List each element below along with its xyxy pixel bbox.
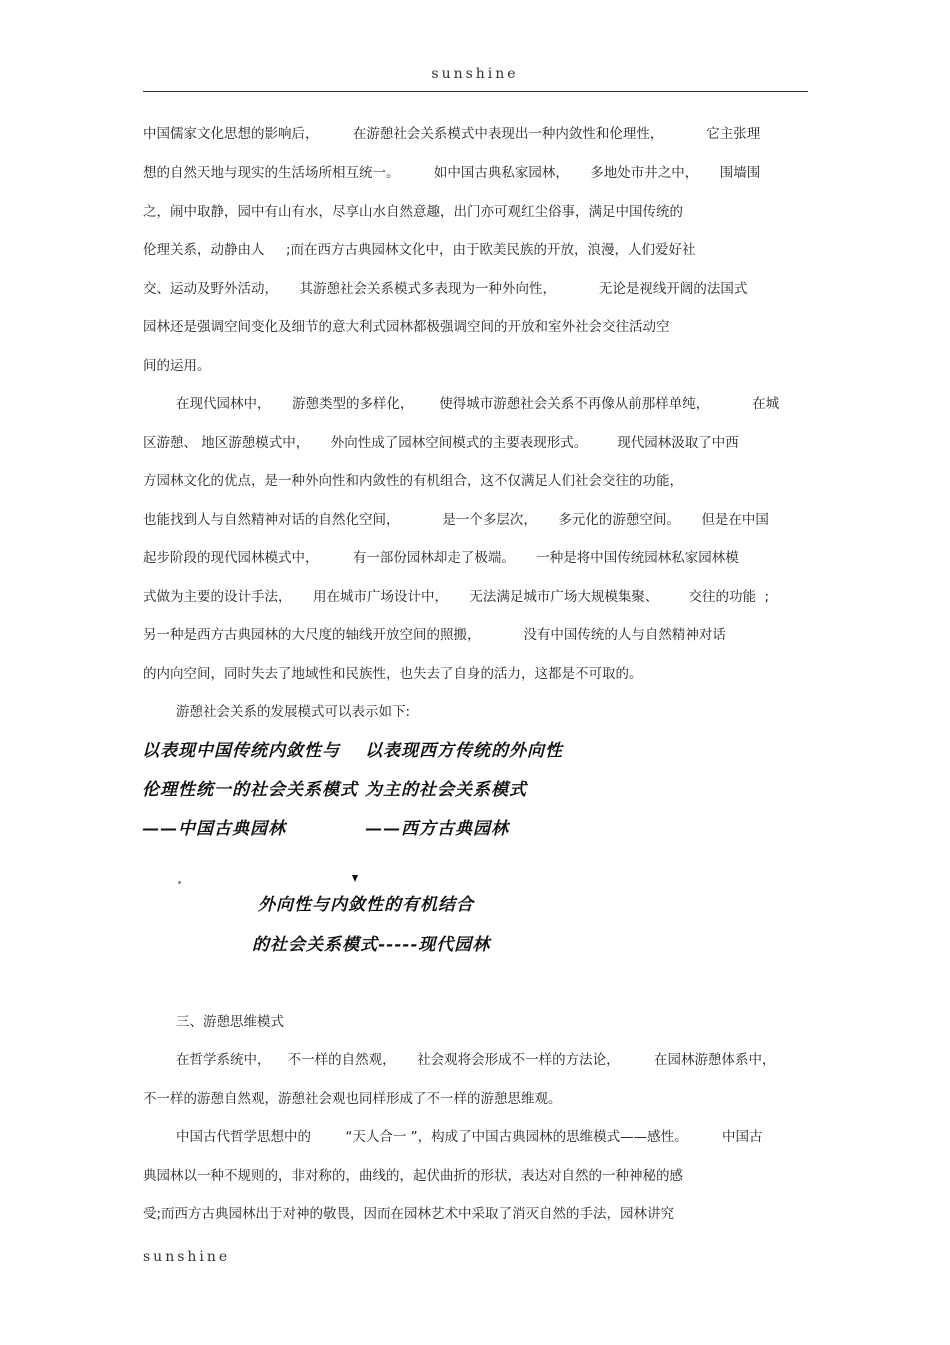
diagram-left-line: 以表现中国传统内敛性与 <box>142 741 340 761</box>
paragraph-line: 方园林文化的优点，是一种外向性和内敛性的有机组合，这不仅满足人们社会交往的功能， <box>143 473 683 489</box>
paragraph-line: 式做为主要的设计手法， 用在城市广场设计中， 无法满足城市广场大规模集聚、 交往的功能 ; <box>143 589 770 605</box>
scan-speck <box>178 881 181 884</box>
section-title: 三、游憩思维模式 <box>176 1014 284 1030</box>
paragraph-line: 中国古代哲学思想中的 “天人合一 ”，构成了中国古典园林的思维模式——感性。 中国古 <box>176 1129 763 1145</box>
diagram-right-line: 为主的社会关系模式 <box>365 780 527 800</box>
paragraph-line: 中国儒家文化思想的影响后， 在游憩社会关系模式中表现出一种内敛性和伦理性， 它主张理 <box>143 126 761 142</box>
paragraph-line: 间的运用。 <box>143 358 211 374</box>
social-relation-diagram <box>140 735 563 965</box>
paragraph-line: 起步阶段的现代园林模式中， 有一部份园林却走了极端。 一种是将中国传统园林私家园林模 <box>143 550 739 566</box>
paragraph-line: 之，闹中取静，园中有山有水，尽享山水自然意趣，出门亦可观红尘俗事，满足中国传统的 <box>143 204 683 220</box>
paragraph-line: 不一样的游憩自然观，游憩社会观也同样形成了不一样的游憩思维观。 <box>143 1091 562 1107</box>
page-footer: sunshine <box>143 1249 231 1265</box>
paragraph-line: 另一种是西方古典园林的大尺度的轴线开放空间的照搬， 没有中国传统的人与自然精神对话 <box>143 627 726 643</box>
paragraph-line: 典园林以一种不规则的，非对称的，曲线的，起伏曲折的形状，表达对自然的一种神秘的感 <box>143 1168 683 1184</box>
diagram-left-line: 伦理性统一的社会关系模式 <box>142 780 358 800</box>
diagram-intro: 游憩社会关系的发展模式可以表示如下: <box>176 704 411 720</box>
paragraph-line: 在哲学系统中， 不一样的自然观， 社会观将会形成不一样的方法论， 在园林游憩体系中， <box>176 1052 776 1068</box>
page-header: sunshine <box>431 66 519 82</box>
paragraph-line: 在现代园林中， 游憩类型的多样化， 使得城市游憩社会关系不再像从前那样单纯， 在城 <box>176 396 780 412</box>
paragraph-line: 的内向空间，同时失去了地域性和民族性，也失去了自身的活力，这都是不可取的。 <box>143 666 643 682</box>
down-arrow-icon <box>352 875 358 882</box>
paragraph-line: 受;而西方古典园林出于对神的敬畏，因而在园林艺术中采取了消灭自然的手法，园林讲究 <box>143 1206 675 1222</box>
paragraph-line: 区游憩、 地区游憩模式中， 外向性成了园林空间模式的主要表现形式。 现代园林汲取了中西 <box>143 435 739 451</box>
paragraph-line: 交、运动及野外活动， 其游憩社会关系模式多表现为一种外向性， 无论是视线开阔的法国式 <box>143 281 748 297</box>
header-rule <box>143 91 808 92</box>
diagram-right-line: 以表现西方传统的外向性 <box>365 741 563 761</box>
diagram-left-line: ——中国古典园林 <box>142 819 286 839</box>
paragraph-line: 园林还是强调空间变化及细节的意大利式园林都极强调空间的开放和室外社会交往活动空 <box>143 319 670 335</box>
paragraph-line: 想的自然天地与现实的生活场所相互统一。 如中国古典私家园林， 多地处市井之中， 围墙围 <box>143 165 761 181</box>
diagram-bottom-line: 外向性与内敛性的有机结合 <box>258 895 474 915</box>
diagram-right-line: ——西方古典园林 <box>365 819 509 839</box>
paragraph-line: 伦理关系，动静由人 ;而在西方古典园林文化中，由于欧美民族的开放，浪漫，人们爱好社 <box>143 242 696 258</box>
diagram-bottom-line: 的社会关系模式-----现代园林 <box>252 935 491 955</box>
paragraph-line: 也能找到人与自然精神对话的自然化空间， 是一个多层次， 多元化的游憩空间。 但是在中国 <box>143 512 769 528</box>
